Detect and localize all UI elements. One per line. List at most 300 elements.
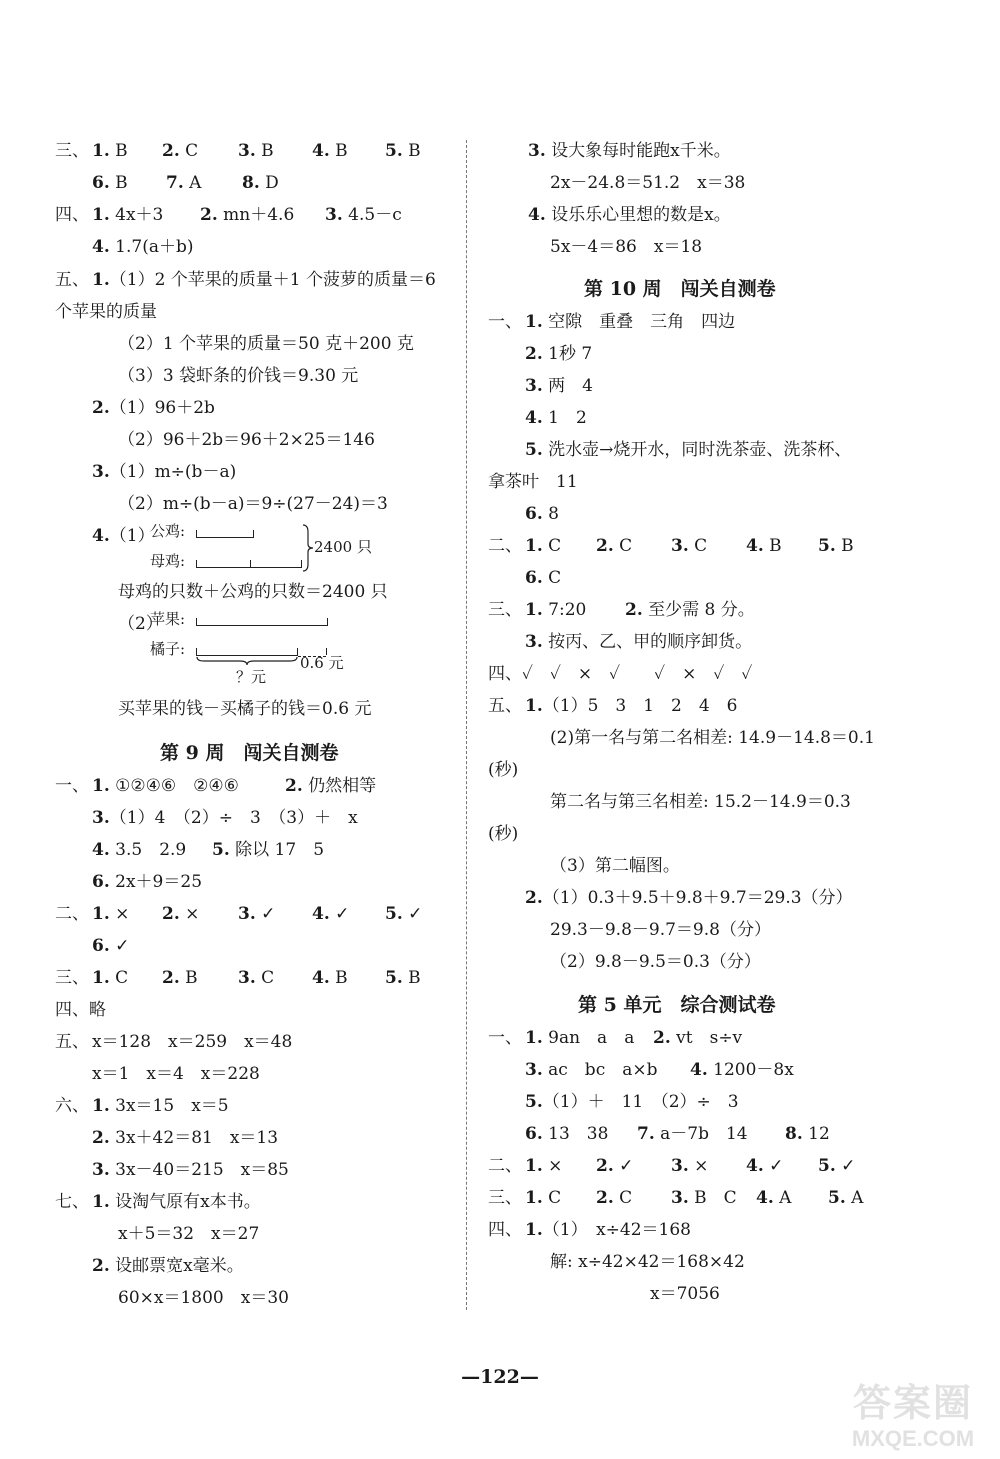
answer-text: 四、	[55, 205, 89, 225]
question-number: 1.	[525, 696, 543, 716]
question-number: 5.	[525, 440, 543, 460]
answer-text: 3x＋42＝81 x＝13	[109, 1128, 279, 1148]
answer-text: C	[613, 1188, 633, 1208]
question-number: 2.	[653, 1028, 671, 1048]
answer-text: x＋5＝32 x＝27	[118, 1224, 260, 1244]
answer-text: 12	[802, 1124, 830, 1144]
question-number: 2.	[625, 600, 643, 620]
answer-item	[242, 171, 279, 195]
question-number: 5.	[385, 968, 403, 988]
answer-text: B	[835, 536, 854, 556]
question-number: 3.	[525, 632, 543, 652]
answer-text: 拿茶叶 11	[488, 472, 578, 492]
answer-text: x＝128 x＝259 x＝48	[92, 1032, 293, 1052]
answer-text: B	[255, 141, 274, 161]
question-number: 6.	[525, 504, 543, 524]
answer-item	[525, 630, 752, 654]
answer-item	[55, 902, 89, 926]
answer-item	[166, 171, 201, 195]
section-heading: 第 5 单元 综合测试卷	[578, 994, 776, 1016]
answer-item	[525, 1026, 634, 1050]
answer-text: 第二名与第三名相差: 15.2－14.9＝0.3	[550, 792, 851, 812]
answer-text: 2x－24.8＝51.2 x＝38	[550, 173, 746, 193]
answer-text: D	[259, 173, 279, 193]
answer-text: （3）第二幅图。	[550, 856, 680, 876]
answer-item	[550, 726, 875, 750]
difference-label: 0.6 元	[300, 654, 344, 672]
question-number: 4.	[312, 904, 330, 924]
answer-item	[385, 902, 422, 926]
answer-item	[55, 300, 157, 324]
answer-text: ✓	[255, 904, 276, 924]
answer-item	[525, 310, 735, 334]
answer-text: 3.5 2.9	[109, 840, 187, 860]
answer-item	[488, 470, 578, 494]
answer-text: A	[773, 1188, 792, 1208]
answer-item	[118, 492, 388, 516]
answer-text: （1）5 3 1 2 4 6	[542, 696, 738, 716]
answer-item	[92, 838, 186, 862]
question-number: 1.	[92, 776, 110, 796]
answer-item	[162, 139, 198, 163]
rooster-segment	[196, 530, 254, 538]
answer-item	[92, 524, 155, 548]
answer-item	[55, 203, 89, 227]
hen-segment-tick	[250, 560, 251, 567]
answer-text: 一、	[55, 776, 89, 796]
answer-item	[92, 1158, 289, 1182]
total-label: 2400 只	[314, 538, 372, 556]
answer-text: （1）m÷(b－a)	[109, 462, 237, 482]
answer-text: B	[329, 141, 348, 161]
answer-item	[55, 1190, 89, 1214]
answer-item	[488, 598, 522, 622]
answer-text: 洗水壶→烧开水，同时洗茶壶、洗茶杯、	[542, 440, 852, 460]
answer-item	[118, 697, 371, 721]
chicken-diagram	[150, 518, 380, 574]
question-number: 3.	[325, 205, 343, 225]
answer-item	[550, 1250, 745, 1274]
answer-item	[525, 534, 561, 558]
answer-item	[596, 1154, 633, 1178]
question-number: 2.	[92, 398, 110, 418]
answer-item	[285, 774, 376, 798]
answer-text: 5x－4＝86 x＝18	[550, 237, 703, 257]
answer-item	[818, 534, 854, 558]
answer-text: B	[402, 968, 421, 988]
answer-item	[625, 598, 755, 622]
answer-text: （1）96＋2b	[109, 398, 215, 418]
answer-text: B	[402, 141, 421, 161]
answer-item	[238, 902, 275, 926]
answer-text: 4.5－c	[342, 205, 402, 225]
answer-text: （2）	[118, 614, 163, 634]
answer-text: 设大象每时能跑x千米。	[545, 141, 731, 161]
question-number: 6.	[525, 1124, 543, 1144]
answer-text: C	[688, 536, 708, 556]
answer-text: 三、	[55, 968, 89, 988]
answer-item	[488, 822, 518, 846]
answer-text: 1 2	[542, 408, 587, 428]
question-number: 2.	[596, 1156, 614, 1176]
answer-text: （2）9.8－9.5＝0.3（分）	[550, 952, 761, 972]
question-number: 1.	[92, 270, 110, 290]
answer-item	[671, 1186, 737, 1210]
answer-item	[525, 1058, 657, 1082]
question-number: 1.	[525, 600, 543, 620]
answer-item	[212, 838, 324, 862]
answer-text: 4x＋3	[109, 205, 164, 225]
answer-item	[312, 966, 348, 990]
answer-item	[118, 1222, 259, 1246]
question-number: 6.	[92, 872, 110, 892]
answer-item	[488, 310, 522, 334]
answer-item	[690, 1058, 794, 1082]
answer-text: (秒)	[488, 760, 519, 780]
answer-text: 一、	[488, 1028, 522, 1048]
question-number: 4.	[92, 840, 110, 860]
answer-item	[118, 364, 358, 388]
answer-item	[238, 966, 274, 990]
answer-text: 二、	[55, 904, 89, 924]
total-brace	[302, 524, 314, 572]
answer-item	[488, 694, 522, 718]
answer-text: 二、	[488, 1156, 522, 1176]
answer-text: （2）96＋2b＝96＋2×25＝146	[118, 430, 375, 450]
answer-item	[671, 1154, 708, 1178]
question-number: 2.	[285, 776, 303, 796]
answer-item	[525, 1186, 561, 1210]
answer-text: x＝7056	[650, 1284, 720, 1304]
question-number: 2.	[596, 536, 614, 556]
answer-item	[92, 460, 236, 484]
answer-item	[92, 1254, 244, 1278]
answer-item	[550, 918, 771, 942]
answer-item	[162, 902, 199, 926]
question-number: 1.	[92, 968, 110, 988]
answer-text: C	[179, 141, 199, 161]
answer-text: （2）1 个苹果的质量＝50 克＋200 克	[118, 334, 414, 354]
answer-text: C	[542, 568, 562, 588]
answer-item	[55, 268, 89, 292]
answer-item	[92, 203, 163, 227]
answer-item	[92, 1094, 229, 1118]
answer-text: 个苹果的质量	[55, 302, 157, 322]
question-number: 1.	[525, 536, 543, 556]
question-number: 2.	[200, 205, 218, 225]
answer-item	[118, 428, 375, 452]
question-number: 1.	[92, 904, 110, 924]
answer-item	[325, 203, 402, 227]
answer-item	[828, 1186, 863, 1210]
answer-text: 两 4	[542, 376, 593, 396]
answer-text: 五、	[55, 1032, 89, 1052]
answer-text: B	[329, 968, 348, 988]
answer-text: 三、	[488, 1188, 522, 1208]
answer-text: 2x＋9＝25	[109, 872, 203, 892]
answer-text: 仍然相等	[302, 776, 377, 796]
answer-text: 按丙、乙、甲的顺序卸货。	[542, 632, 753, 652]
answer-item	[550, 235, 702, 259]
orange-label: 橘子:	[150, 640, 186, 658]
answer-text: 七、	[55, 1192, 89, 1212]
answer-item	[550, 854, 680, 878]
answer-item	[92, 902, 129, 926]
question-number: 3.	[671, 1156, 689, 1176]
answer-item	[162, 966, 198, 990]
answer-item	[312, 139, 348, 163]
question-number: 3.	[238, 141, 256, 161]
answer-item	[525, 566, 561, 590]
answer-item	[525, 502, 559, 526]
answer-item	[525, 438, 851, 462]
answer-item	[118, 332, 414, 356]
answer-item	[746, 1154, 783, 1178]
question-number: 6.	[92, 173, 110, 193]
answer-item	[488, 662, 752, 686]
question-number: 7.	[637, 1124, 655, 1144]
question-number: 5.	[818, 1156, 836, 1176]
question-number: 5.	[212, 840, 230, 860]
answer-text: ×	[179, 904, 200, 924]
answer-item	[550, 950, 761, 974]
answer-item	[488, 1186, 522, 1210]
answer-item	[55, 774, 89, 798]
question-number: 2.	[525, 888, 543, 908]
question-number: 1.	[525, 312, 543, 332]
answer-text: 除以 17 5	[229, 840, 325, 860]
question-number: 5.	[818, 536, 836, 556]
answer-item	[525, 694, 737, 718]
answer-item	[385, 966, 421, 990]
answer-text: （1）＋ 11 （2）÷ 3	[542, 1092, 739, 1112]
question-number: 2.	[525, 344, 543, 364]
answer-text: 四、略	[55, 1000, 106, 1020]
question-number: 1.	[525, 1156, 543, 1176]
answer-item	[596, 1186, 632, 1210]
answer-item	[746, 534, 782, 558]
answer-text: （1）4 （2）÷ 3 （3）＋ x	[109, 808, 358, 828]
answer-text: C	[542, 1188, 562, 1208]
question-number: 1.	[92, 205, 110, 225]
answer-item	[650, 1282, 720, 1306]
answer-text: 29.3－9.8－9.7＝9.8（分）	[550, 920, 771, 940]
answer-text: ✓	[109, 936, 130, 956]
question-number: 1.	[525, 1220, 543, 1240]
answer-item	[238, 139, 274, 163]
answer-item	[92, 774, 239, 798]
answer-item	[550, 171, 745, 195]
answer-text: （1）0.3＋9.5＋9.8＋9.7＝29.3（分）	[542, 888, 853, 908]
answer-text: ✓	[613, 1156, 634, 1176]
answer-item	[55, 1030, 89, 1054]
answer-text: 买苹果的钱－买橘子的钱＝0.6 元	[118, 699, 372, 719]
question-number: 2.	[162, 141, 180, 161]
answer-text: mn＋4.6	[217, 205, 295, 225]
answer-item	[92, 1190, 261, 1214]
answer-text: （3）3 袋虾条的价钱＝9.30 元	[118, 366, 359, 386]
answer-item	[550, 790, 851, 814]
answer-text: （2）m÷(b－a)＝9÷(27－24)＝3	[118, 494, 388, 514]
answer-text: ac bc a×b	[542, 1060, 658, 1080]
answer-text: (2)第一名与第二名相差: 14.9－14.8＝0.1	[550, 728, 875, 748]
answer-text: ✓	[329, 904, 350, 924]
answer-text: ×	[109, 904, 130, 924]
answer-item	[55, 139, 89, 163]
answer-text: 母鸡的只数＋公鸡的只数＝2400 只	[118, 582, 388, 602]
answer-text: 设乐乐心里想的数是x。	[545, 205, 731, 225]
question-number: 4.	[312, 968, 330, 988]
question-number: 5.	[828, 1188, 846, 1208]
answer-item	[488, 1154, 522, 1178]
answer-item	[525, 374, 593, 398]
answer-text: ×	[688, 1156, 709, 1176]
answer-item	[488, 758, 518, 782]
answer-item	[92, 870, 202, 894]
question-number: 4.	[528, 205, 546, 225]
section-heading: 第 9 周 闯关自测卷	[160, 742, 339, 764]
answer-item	[92, 1126, 278, 1150]
answer-text: 7:20	[542, 600, 587, 620]
answer-item	[92, 1062, 260, 1086]
answer-text: 五、	[488, 696, 522, 716]
answer-text: 三、	[55, 141, 89, 161]
answer-item	[525, 598, 586, 622]
answer-text: C	[255, 968, 275, 988]
answer-text: 8	[542, 504, 559, 524]
question-number: 5.	[385, 904, 403, 924]
question-number: 3.	[671, 536, 689, 556]
question-number: 6.	[92, 936, 110, 956]
answer-item	[488, 534, 522, 558]
question-number: 3.	[671, 1188, 689, 1208]
question-number: 3.	[525, 1060, 543, 1080]
answer-item	[525, 342, 592, 366]
answer-item	[92, 235, 193, 259]
answer-text: 13 38	[542, 1124, 609, 1144]
answer-item	[92, 139, 128, 163]
question-number: 4.	[525, 408, 543, 428]
answer-item	[528, 139, 731, 163]
answer-text: ✓	[835, 1156, 856, 1176]
answer-text: 1200－8x	[707, 1060, 794, 1080]
question-number: 3.	[528, 141, 546, 161]
answer-text: 设邮票宽x毫米。	[109, 1256, 244, 1276]
answer-item	[55, 998, 106, 1022]
question-number: 3.	[92, 462, 110, 482]
watermark-url: MXQE.COM	[851, 1426, 975, 1451]
question-number: 6.	[525, 568, 543, 588]
question-number: 3.	[92, 1160, 110, 1180]
orange-segment	[196, 648, 298, 656]
answer-item	[525, 1090, 739, 1114]
answer-item	[92, 1030, 292, 1054]
answer-item	[528, 203, 731, 227]
answer-text: ✓	[402, 904, 423, 924]
answer-text: B C	[688, 1188, 737, 1208]
answer-text: (秒)	[488, 824, 519, 844]
question-number: 4.	[746, 1156, 764, 1176]
column-divider	[466, 140, 467, 1310]
answer-text: （1）	[109, 526, 155, 546]
question-number: 7.	[166, 173, 184, 193]
answer-text: C	[613, 536, 633, 556]
question-number: 1.	[525, 1188, 543, 1208]
question-number: 4.	[312, 141, 330, 161]
answer-text: x＝1 x＝4 x＝228	[92, 1064, 260, 1084]
answer-item	[525, 406, 587, 430]
answer-text: C	[109, 968, 129, 988]
question-number: 5.	[385, 141, 403, 161]
answer-item	[118, 580, 388, 604]
answer-item	[92, 396, 215, 420]
question-number: 4.	[690, 1060, 708, 1080]
watermark-logo	[838, 1382, 988, 1454]
answer-text: B	[179, 968, 198, 988]
answer-item	[756, 1186, 791, 1210]
answer-text: C	[542, 536, 562, 556]
question-number: 3.	[238, 968, 256, 988]
answer-text: 1.7(a＋b)	[109, 237, 194, 257]
answer-text: 二、	[488, 536, 522, 556]
answer-text: B	[109, 141, 128, 161]
question-number: 8.	[242, 173, 260, 193]
question-number: 3.	[525, 376, 543, 396]
answer-item	[92, 966, 128, 990]
answer-item	[818, 1154, 855, 1178]
answer-item	[92, 268, 436, 292]
answer-text: 3x＝15 x＝5	[109, 1096, 229, 1116]
answer-text: 三、	[488, 600, 522, 620]
answer-text: A	[845, 1188, 864, 1208]
answer-item	[488, 1026, 522, 1050]
answer-text: 六、	[55, 1096, 89, 1116]
answer-item	[671, 534, 707, 558]
orange-brace	[196, 656, 298, 666]
question-number: 2.	[162, 968, 180, 988]
answer-text: ①②④⑥ ②④⑥	[109, 776, 239, 796]
answer-text: 四、✓ ✓ × ✓ ✓ × ✓ ✓	[488, 664, 753, 684]
answer-text: 3x－40＝215 x＝85	[109, 1160, 289, 1180]
apple-segment	[196, 618, 328, 626]
answer-text: 空隙 重叠 三角 四边	[542, 312, 736, 332]
question-number: 4.	[92, 237, 110, 257]
answer-item	[312, 902, 349, 926]
answer-item	[118, 1286, 289, 1310]
answer-text: （1） x÷42＝168	[542, 1220, 691, 1240]
answer-item	[637, 1122, 748, 1146]
answer-item	[92, 171, 128, 195]
question-number: 4.	[92, 526, 110, 546]
answer-item	[55, 1094, 89, 1118]
answer-item	[488, 1218, 522, 1242]
answer-text: B	[109, 173, 128, 193]
question-number: 2.	[92, 1128, 110, 1148]
answer-item	[385, 139, 421, 163]
answer-item	[92, 934, 129, 958]
watermark-title: 答案圈	[852, 1380, 973, 1425]
rooster-label: 公鸡:	[150, 522, 186, 540]
question-number: 4.	[756, 1188, 774, 1208]
question-number: 1.	[92, 1096, 110, 1116]
question-number: 1.	[92, 141, 110, 161]
section-heading: 第 10 周 闯关自测卷	[584, 278, 776, 300]
fruit-diagram	[150, 606, 380, 684]
answer-text: （1）2 个苹果的质量＋1 个菠萝的质量＝6	[109, 270, 436, 290]
question-number: 5.	[525, 1092, 543, 1112]
answer-text: 五、	[55, 270, 89, 290]
question-label: ？元	[236, 668, 267, 686]
